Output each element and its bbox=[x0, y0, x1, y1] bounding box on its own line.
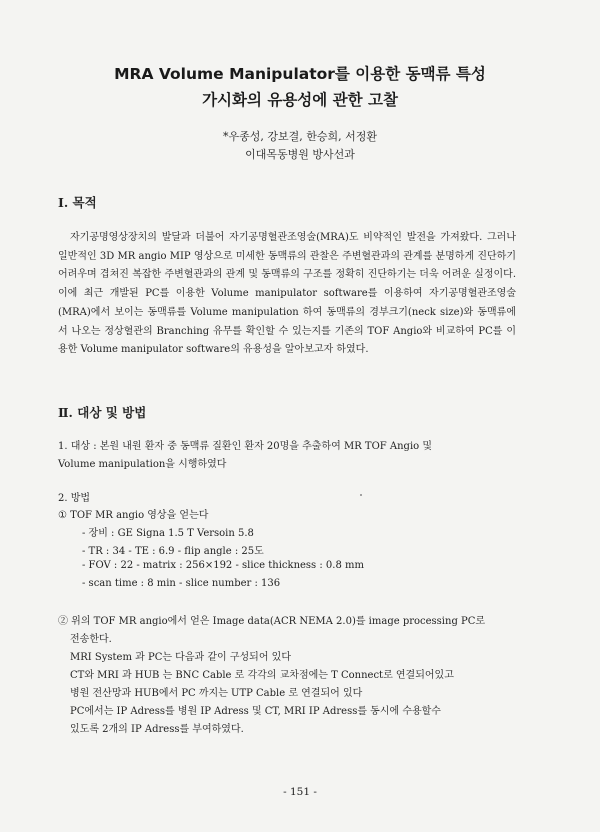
step-2-line: PC에서는 IP Adress를 병원 IP Adress 및 CT, MRI IP Adress를 동시에 수용할수 bbox=[70, 706, 441, 717]
section-heading-purpose: Ⅰ. 목적 bbox=[58, 195, 97, 210]
step-2: ② 위의 TOF MR angio에서 얻은 Image data(ACR NEMA 2.0)를 image processing PC로 bbox=[58, 616, 486, 627]
step-2-line: 병원 전산망과 HUB에서 PC 까지는 UTP Cable 로 연결되어 있다 bbox=[70, 688, 363, 699]
spec-line: - TR : 34 - TE : 6.9 - flip angle : 25도 bbox=[82, 546, 264, 557]
spec-line: - scan time : 8 min - slice number : 136 bbox=[82, 578, 281, 589]
methods-label: 2. 방법 bbox=[58, 493, 91, 504]
author-names: *우종성, 강보결, 한승희, 서정환 bbox=[223, 130, 377, 143]
subjects-line-2: Volume manipulation을 시행하였다 bbox=[58, 459, 227, 470]
scan-speck bbox=[360, 494, 362, 496]
step-2-line: MRI System 과 PC는 다음과 같이 구성되어 있다 bbox=[70, 652, 291, 663]
author-affiliation: 이대목동병원 방사선과 bbox=[245, 148, 355, 161]
step-2-line: 있도록 2개의 IP Adress를 부여하였다. bbox=[70, 724, 244, 735]
title-line-2: 가시화의 유용성에 관한 고찰 bbox=[202, 91, 398, 109]
step-2-line: CT와 MRI 과 HUB 는 BNC Cable 로 각각의 교차점에는 T Connect로 연결되어있고 bbox=[70, 670, 454, 681]
section-heading-methods: Ⅱ. 대상 및 방법 bbox=[58, 405, 147, 420]
step-2-line: 전송한다. bbox=[70, 634, 112, 645]
spec-line: - FOV : 22 - matrix : 256×192 - slice thickness : 0.8 mm bbox=[82, 560, 364, 571]
step-1: ① TOF MR angio 영상을 얻는다 bbox=[58, 510, 209, 521]
purpose-paragraph: 자기공명영상장치의 발달과 더불어 자기공명혈관조영술(MRA)도 비약적인 발전을 가져왔다. 그러나 일반적인 3D MR angio MIP 영상으로 미세한 동맥류의 관찰은 주변혈관과의 관계를 분명하게 진단하기 어려우며 겹쳐진 복잡한 주변혈관과의 관계 및 동맥류의 구조를 정확히 진단하기는 더욱 어려운 실정이다. 이에 최근 개발된 PC를 이용한 Volume manipulator software를 이용하여 자기공명혈관조영술(MRA)에서 보이는 동맥류를 Volume manipulation 하여 동맥류의 경부크기(neck size)와 동맥류에서 나오는 정상혈관의 Branching 유무를 확인할 수 있는지를 기존의 TOF Angio와 비교하여 PC를 이용한 Volume manipulator software의 유용성을 알아보고자 하였다. bbox=[58, 232, 516, 356]
page-number: - 151 - bbox=[283, 786, 317, 798]
spec-line: - 장비 : GE Signa 1.5 T Versoin 5.8 bbox=[82, 528, 254, 539]
title-line-1: MRA Volume Manipulator를 이용한 동맥류 특성 bbox=[114, 65, 486, 83]
subjects-line-1: 1. 대상 : 본원 내원 환자 중 동맥류 질환인 환자 20명을 추출하여 MR TOF Angio 및 bbox=[58, 441, 433, 452]
